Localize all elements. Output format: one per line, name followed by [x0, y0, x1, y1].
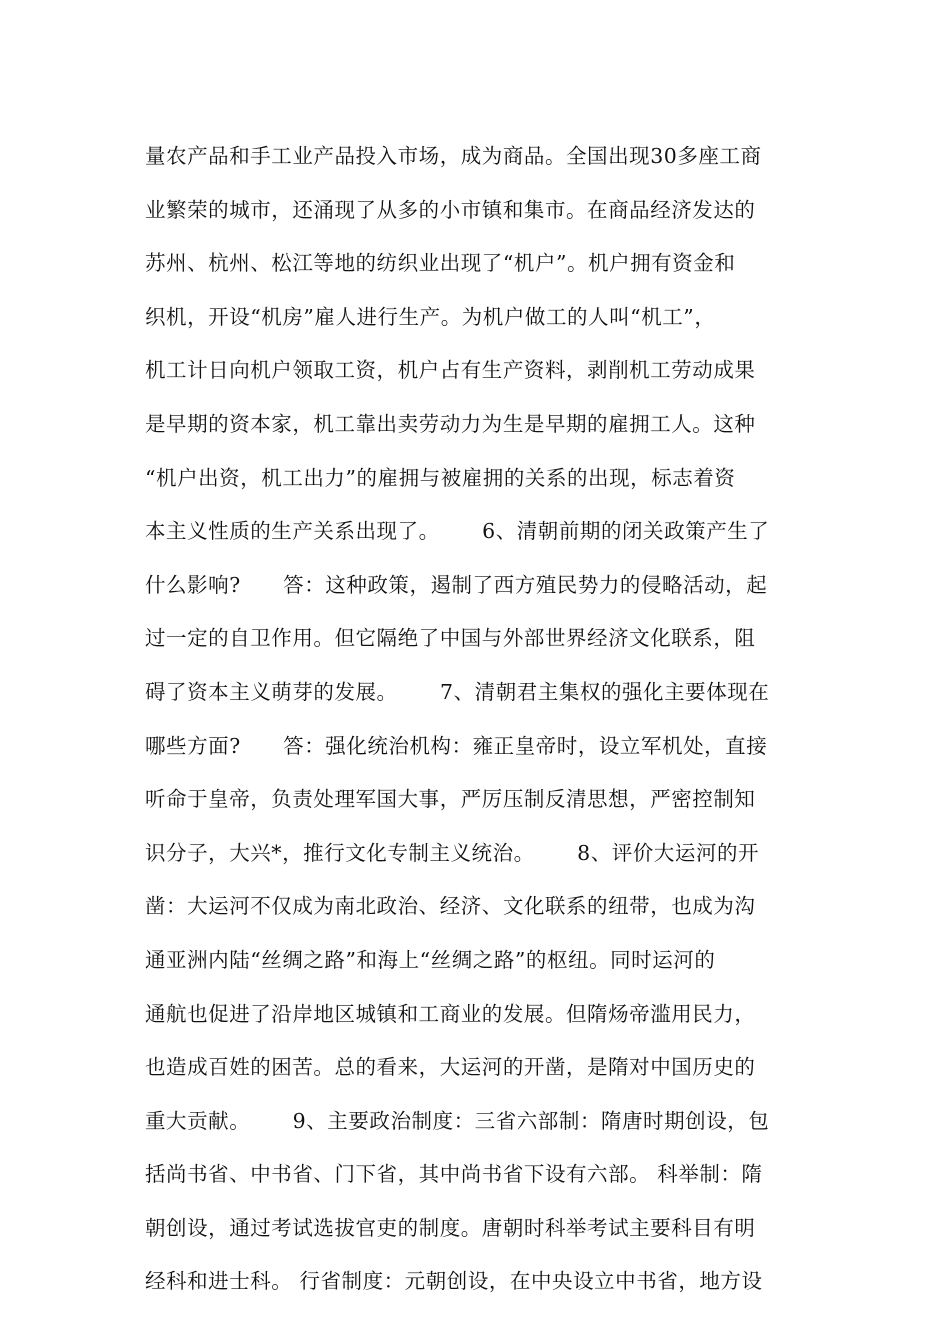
text-line: 业繁荣的城市，还涌现了从多的小市镇和集市。在商品经济发达的 [145, 197, 756, 222]
text-line: 苏州、杭州、松江等地的纺织业出现了“机户”。机户拥有资金和 [145, 251, 736, 276]
text-line: 通航也促进了沿岸地区城镇和工商业的发展。但隋炀帝滥用民力， [145, 1001, 756, 1026]
text-line: 本主义性质的生产关系出现了。 6、清朝前期的闭关政策产生了 [145, 519, 770, 544]
text-line: 凿：大运河不仅成为南北政治、经济、文化联系的纽带，也成为沟 [145, 894, 756, 919]
text-line: 什么影响? 答：这种政策，遏制了西方殖民势力的侵略活动，起 [145, 572, 768, 597]
text-line: 哪些方面? 答：强化统治机构：雍正皇帝时，设立军机处，直接 [145, 733, 768, 758]
text-line: “机户出资，机工出力”的雇拥与被雇拥的关系的出现，标志着资 [145, 465, 736, 490]
text-line: 朝创设，通过考试选拔官吏的制度。唐朝时科举考试主要科目有明 [145, 1215, 756, 1240]
text-line: 重大贡献。 9、主要政治制度：三省六部制：隋唐时期创设，包 [145, 1108, 770, 1133]
text-line: 也造成百姓的困苦。总的看来，大运河的开凿，是隋对中国历史的 [145, 1055, 756, 1080]
text-line: 碍了资本主义萌芽的发展。 7、清朝君主集权的强化主要体现在 [145, 679, 770, 704]
body-text [145, 130, 815, 1309]
text-line: 量农产品和手工业产品投入市场，成为商品。全国出现30多座工商 [145, 144, 762, 168]
text-line: 过一定的自卫作用。但它隔绝了中国与外部世界经济文化联系，阻 [145, 626, 756, 651]
text-line: 织机，开设“机房”雇人进行生产。为机户做工的人叫“机工”， [145, 304, 716, 329]
text-line: 识分子，大兴*，推行文化专制主义统治。 8、评价大运河的开 [145, 840, 760, 865]
text-line: 经科和进士科。 行省制度：元朝创设，在中央设立中书省，地方设 [145, 1269, 763, 1294]
text-line: 通亚洲内陆“丝绸之路”和海上“丝绸之路”的枢纽。同时运河的 [145, 947, 716, 972]
text-line: 是早期的资本家，机工靠出卖劳动力为生是早期的雇拥工人。这种 [145, 411, 756, 436]
text-line: 机工计日向机户领取工资，机户占有生产资料，剥削机工劳动成果 [145, 358, 756, 383]
text-line: 听命于皇帝，负责处理军国大事，严厉压制反清思想，严密控制知 [145, 787, 756, 812]
text-line: 括尚书省、中书省、门下省，其中尚书省下设有六部。 科举制：隋 [145, 1162, 763, 1187]
